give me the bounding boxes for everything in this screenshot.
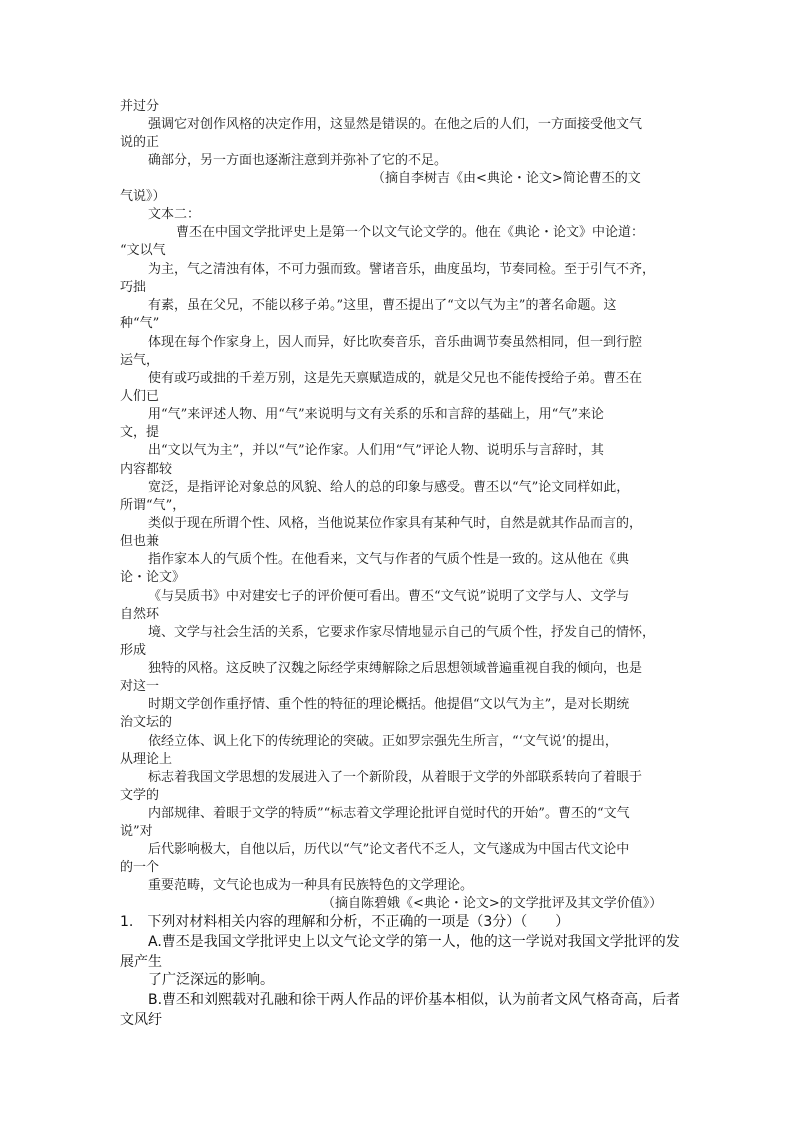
text2-line: 文，提 [120,425,160,440]
text2-line: 治文坛的 [120,715,173,730]
text2-source: （摘自陈碧娥《<典论・论文>的文学批评及其文学价值》） [322,896,663,911]
option-b: B.曹丕和刘熙载对孔融和徐干两人作品的评价基本相似，认为前者文风气格奇高，后者 [148,992,681,1008]
text2-line: 独特的风格。这反映了汉魏之际经学束缚解除之后思想领域普遍重视自我的倾向，也是 [148,661,643,676]
option-a: 展产生 [120,954,162,970]
text2-line: 但也兼 [120,534,160,549]
text1-source: （摘自李树吉《由<典论・论文>简论曹丕的文 [372,171,641,186]
text2-line: 为主，气之清浊有体，不可力强而致。譬诸音乐，曲度虽均，节奏同检。至于引气不齐， [148,262,656,277]
text2-line: 内部规律、着眼于文学的特质”“标志着文学理论批评自觉时代的开始”。曹丕的“文气 [148,806,630,821]
text2-line: 对这一 [120,679,160,694]
text2-line: 文学的 [120,788,160,803]
text2-line: 重要范畴，文气论也成为一种具有民族特色的文学理论。 [148,878,474,893]
text2-line: 出“文以气为主”，并以“气”论作家。人们用“气”评论人物、说明乐与言辞时，其 [148,443,604,458]
text2-line: 时期文学创作重抒情、重个性的特征的理论概括。他提倡“文以气为主”，是对长期统 [148,697,630,712]
text2-line: 宽泛，是指评论对象总的风貌、给人的总的印象与感受。曹丕以“气”论文同样如此， [148,480,630,495]
option-b: 文风纡 [120,1012,162,1028]
question-stem: 1. 下列对材料相关内容的理解和分析，不正确的一项是（3分）（ ） [120,914,570,930]
text2-heading: 文本二： [148,207,201,222]
text2-line: 从理论上 [120,752,173,767]
text2-line: 标志着我国文学思想的发展进入了一个新阶段，从着眼于文学的外部联系转向了着眼于 [148,770,643,785]
text2-line: 说”对 [120,824,153,839]
text2-line: 人们已 [120,389,160,404]
text2-line: 自然环 [120,607,160,622]
text2-line: 所谓“气”， [120,498,186,513]
text2-line: 的一个 [120,860,160,875]
text2-line: “文以气 [120,243,166,258]
text2-line: 论・论文》 [120,570,186,585]
text2-line: 有素，虽在父兄，不能以移子弟。”这里，曹丕提出了“文以气为主”的著名命题。这 [148,298,617,313]
option-a: A.曹丕是我国文学批评史上以文气论文学的第一人，他的这一学说对我国文学批评的发 [148,934,680,950]
text1-line: 确部分，另一方面也逐渐注意到并弥补了它的不足。 [148,153,448,168]
text1-line: 强调它对创作风格的决定作用，这显然是错误的。在他之后的人们，一方面接受他文气 [148,117,643,132]
text2-line: 内容都较 [120,462,173,477]
text2-line: 体现在每个作家身上，因人而异，好比吹奏音乐，音乐曲调节奏虽然相同，但一到行腔 [148,335,643,350]
text2-line: 依经立体、讽上化下的传统理论的突破。正如罗宗强先生所言，“‘文气说’的提出， [148,734,618,749]
text2-line: 指作家本人的气质个性。在他看来，文气与作者的气质个性是一致的。这从他在《典 [148,552,630,567]
text1-line: 并过分 [120,99,160,114]
text1-source: 气说》） [120,189,166,204]
text2-line: 运气， [120,353,160,368]
text2-line: 后代影响极大，自他以后，历代以“气”论文者代不乏人，文气遂成为中国古代文论中 [148,842,630,857]
text2-line: 类似于现在所谓个性、风格，当他说某位作家具有某种气时，自然是就其作品而言的， [148,516,643,531]
text2-line: 巧拙 [120,280,147,295]
text2-line: 境、文学与社会生活的关系，它要求作家尽情地显示自己的气质个性，抒发自己的情怀， [148,625,656,640]
text2-line: 使有或巧或拙的千差万别，这是先天禀赋造成的，就是父兄也不能传授给子弟。曹丕在 [148,371,643,386]
text2-line: 形成 [120,643,147,658]
text2-line: 《与吴质书》中对建安七子的评价便可看出。曹丕“文气说”说明了文学与人、文学与 [148,589,630,604]
text2-line: 种“气” [120,316,160,331]
text2-line: 曹丕在中国文学批评史上是第一个以文气论文学的。他在《典论・论文》中论道： [176,225,645,240]
text2-line: 用“气”来评述人物、用“气”来说明与文有关系的乐和言辞的基础上，用“气”来论 [148,407,604,422]
text1-line: 说的正 [120,135,160,150]
option-a: 了广泛深远的影响。 [148,972,274,988]
